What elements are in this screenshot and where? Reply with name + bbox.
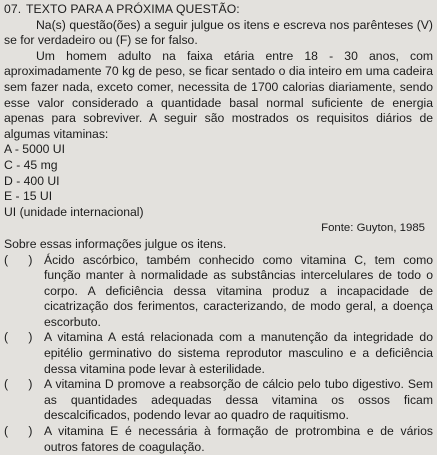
true-false-item bbox=[4, 377, 433, 424]
items-prompt: Sobre essas informações julgue os itens. bbox=[4, 237, 433, 253]
answer-blank[interactable]: ( ) bbox=[4, 424, 44, 455]
vitamin-requirement: E - 15 UI bbox=[4, 189, 433, 205]
question-number: 07. bbox=[4, 2, 26, 18]
vitamin-list bbox=[4, 142, 433, 220]
question-header bbox=[4, 2, 433, 18]
items-list bbox=[4, 253, 433, 455]
vitamin-requirement: C - 45 mg bbox=[4, 158, 433, 174]
vitamin-requirement: A - 5000 UI bbox=[4, 142, 433, 158]
true-false-item bbox=[4, 424, 433, 455]
question-title: TEXTO PARA A PRÓXIMA QUESTÃO: bbox=[26, 2, 240, 16]
answer-blank[interactable]: ( ) bbox=[4, 330, 44, 377]
context-paragraph: Um homem adulto na faixa etária entre 18 - 30 anos, com aproximadamente 70 kg de peso, se ficar sentado o dia inteiro em uma cadeira sem fazer nada, exceto comer, necessita de 1700 calorias diariamente, sendo esse valor considerado a quantidade basal normal suficiente de energia apenas para sobreviver. A seguir são mostrados os requisitos diários de algumas vitaminas: bbox=[4, 49, 433, 143]
unit-note: UI (unidade internacional) bbox=[4, 205, 433, 221]
item-text: Ácido ascórbico, também conhecido como vitamina C, tem como função manter à normalidade as substâncias intercelulares de todo o corpo. A deficiência dessa vitamina produz a incapacidade de cicatrização dos ferimentos, caracterizando, de modo geral, a doença escorbuto. bbox=[44, 253, 433, 331]
answer-blank[interactable]: ( ) bbox=[4, 377, 44, 424]
true-false-item bbox=[4, 253, 433, 331]
source-citation: Fonte: Guyton, 1985 bbox=[4, 221, 433, 237]
item-text: A vitamina E é necessária à formação de protrombina e de vários outros fatores de coagulação. bbox=[44, 424, 433, 455]
item-text: A vitamina A está relacionada com a manutenção da integridade do epitélio germinativo do sistema reprodutor masculino e a deficiência dessa vitamina pode levar à esterilidade. bbox=[44, 330, 433, 377]
true-false-item bbox=[4, 330, 433, 377]
item-text: A vitamina D promove a reabsorção de cálcio pelo tubo digestivo. Sem as quantidades adequadas dessa vitamina os ossos ficam descalcificados, podendo levar ao quadro de raquitismo. bbox=[44, 377, 433, 424]
answer-blank[interactable]: ( ) bbox=[4, 253, 44, 331]
instruction-text: Na(s) questão(ões) a seguir julgue os itens e escreva nos parênteses (V) se for verdadeiro ou (F) se for falso. bbox=[4, 18, 433, 49]
vitamin-requirement: D - 400 UI bbox=[4, 174, 433, 190]
